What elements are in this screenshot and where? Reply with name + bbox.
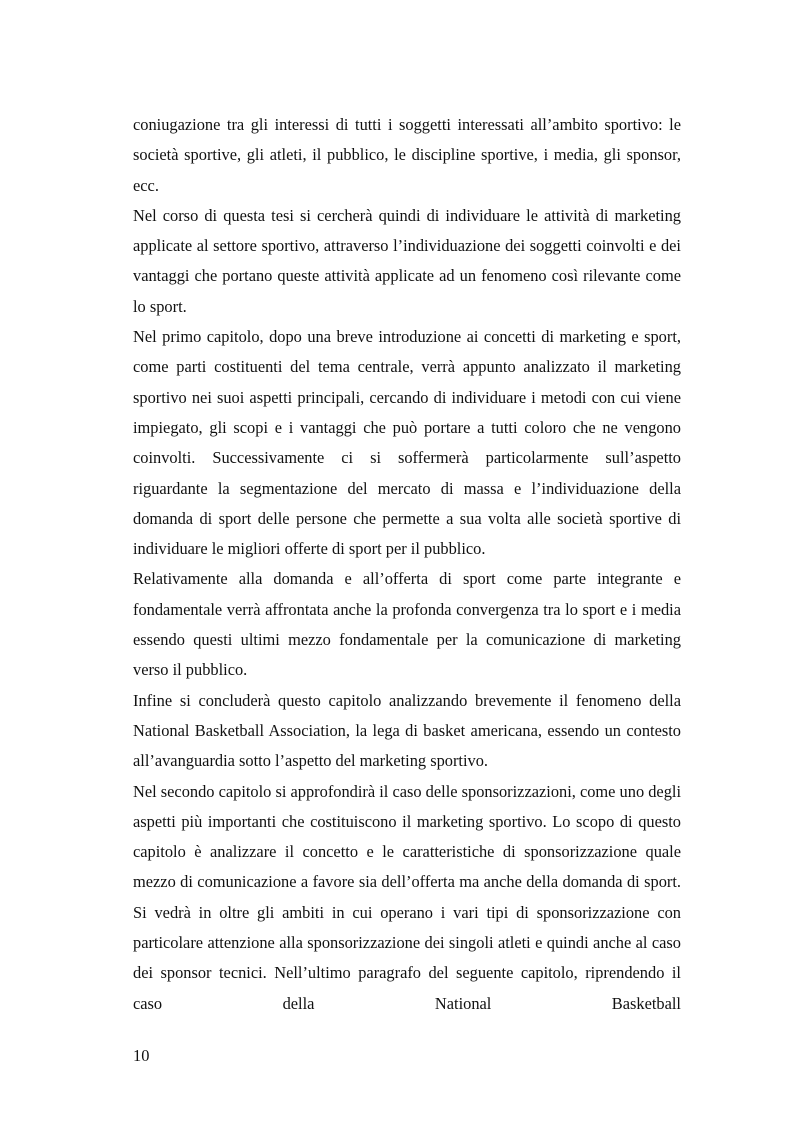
body-text (133, 110, 681, 1019)
paragraph-1: coniugazione tra gli interessi di tutti i soggetti interessati all’ambito sportivo: le società sportive, gli atleti, il pubblico, le discipline sportive, i media, gli sponsor, ecc. (133, 115, 681, 195)
paragraph-2: Nel corso di questa tesi si cercherà quindi di individuare le attività di marketing applicate al settore sportivo, attraverso l’individuazione dei soggetti coinvolti e dei vantaggi che portano queste attività applicate ad un fenomeno così rilevante come lo sport. (133, 205, 681, 316)
paragraph-5: Infine si concluderà questo capitolo analizzando brevemente il fenomeno della National Basketball Association, la lega di basket americana, essendo un contesto all’avanguardia sotto l’aspetto del marketing sportivo. (133, 690, 681, 771)
paragraph-4: Relativamente alla domanda e all’offerta di sport come parte integrante e fondamentale verrà affrontata anche la profonda convergenza tra lo sport e i media essendo questi ultimi mezzo fondamentale per la comunicazione di marketing verso il pubblico. (133, 569, 681, 680)
paragraph-6: Nel secondo capitolo si approfondirà il caso delle sponsorizzazioni, come uno degli aspetti più importanti che costituiscono il marketing sportivo. Lo scopo di questo capitolo è analizzare il concetto e le caratteristiche di sponsorizzazione quale mezzo di comunicazione a favore sia dell’offerta ma anche della domanda di sport. Si vedrà in oltre gli ambiti in cui operano i vari tipi di sponsorizzazione con particolare attenzione alla sponsorizzazione dei singoli atleti e quindi anche al caso dei sponsor tecnici. Nell’ultimo paragrafo del seguente capitolo, riprendendo il caso della National Basketball (133, 781, 682, 1013)
page-number: 10 (133, 1046, 150, 1065)
paragraph-3: Nel primo capitolo, dopo una breve introduzione ai concetti di marketing e sport, come parti costituenti del tema centrale, verrà appunto analizzato il marketing sportivo nei suoi aspetti principali, cercando di individuare i metodi con cui viene impiegato, gli scopi e i vantaggi che può portare a tutti coloro che ne vengono coinvolti. Successivamente ci si soffermerà particolarmente sull’aspetto riguardante la segmentazione del mercato di massa e l’individuazione della domanda di sport delle persone che permette a sua volta alle società sportive di individuare le migliori offerte di sport per il pubblico. (133, 327, 681, 559)
